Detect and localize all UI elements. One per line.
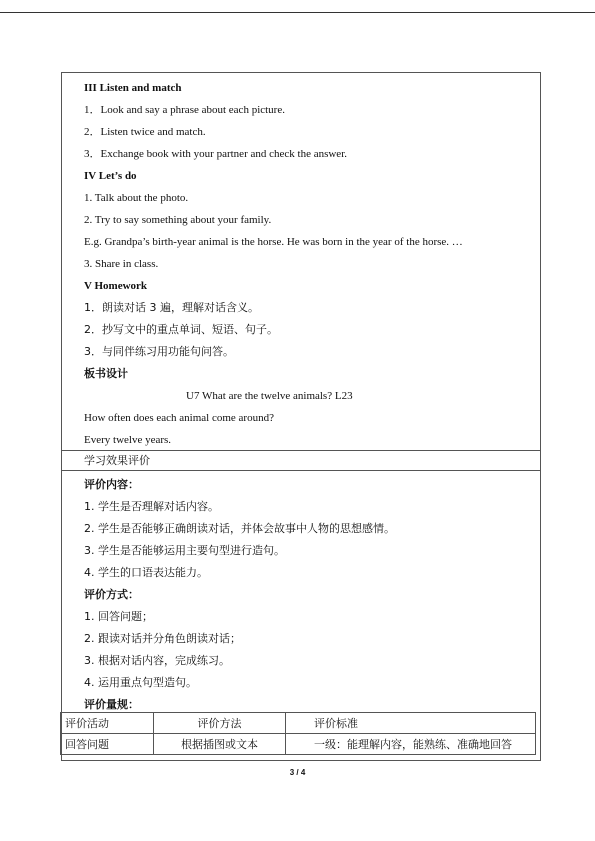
section3-item-1: 1．Look and say a phrase about each picture.	[84, 104, 285, 116]
header-rule	[0, 12, 595, 13]
table-cell: 根据插图或文本	[154, 734, 286, 755]
evaluation-method-heading: 评价方式：	[84, 588, 139, 601]
evaluation-content-item-2: 2. 学生是否能够正确朗读对话，并体会故事中人物的思想感情。	[84, 522, 395, 535]
rubric-table	[60, 712, 536, 755]
table-header-cell: 评价活动	[61, 713, 154, 734]
evaluation-content-item-3: 3. 学生是否能够运用主要句型进行造句。	[84, 544, 285, 557]
section-divider-top	[61, 450, 541, 451]
section4-item-1: 1. Talk about the photo.	[84, 192, 189, 204]
table-cell: 回答问题	[61, 734, 154, 755]
board-line-2: Every twelve years.	[84, 434, 172, 446]
section3-heading: III Listen and match	[84, 82, 182, 94]
evaluation-method-item-4: 4. 运用重点句型造句。	[84, 676, 197, 689]
table-header-cell: 评价方法	[154, 713, 286, 734]
board-line-1: How often does each animal come around?	[84, 412, 274, 424]
section3-item-3: 3．Exchange book with your partner and check the answer.	[84, 148, 347, 160]
section-divider-bottom	[61, 470, 541, 471]
evaluation-method-item-2: 2. 跟读对话并分角色朗读对话；	[84, 632, 241, 645]
table-header-cell: 评价标准	[286, 713, 536, 734]
section5-heading: V Homework	[84, 280, 148, 292]
board-heading: 板书设计	[84, 367, 128, 380]
homework-item-3: 3．与同伴练习用功能句问答。	[84, 345, 234, 358]
table-cell: 一级：能理解内容，能熟练、准确地回答	[286, 734, 536, 755]
section3-item-2: 2．Listen twice and match.	[84, 126, 206, 138]
page-number: 3 / 4	[289, 768, 306, 777]
evaluation-rubric-heading: 评价量规：	[84, 698, 139, 711]
table-header-row	[61, 713, 536, 734]
evaluation-section-title: 学习效果评价	[84, 454, 150, 467]
evaluation-content-heading: 评价内容：	[84, 478, 139, 491]
table-row	[61, 734, 536, 755]
homework-item-2: 2．抄写文中的重点单词、短语、句子。	[84, 323, 278, 336]
section4-example: E.g. Grandpa’s birth-year animal is the horse. He was born in the year of the horse. …	[84, 236, 463, 248]
homework-item-1: 1．朗读对话 3 遍，理解对话含义。	[84, 301, 259, 314]
section4-heading: IV Let’s do	[84, 170, 137, 182]
evaluation-method-item-3: 3. 根据对话内容，完成练习。	[84, 654, 230, 667]
evaluation-content-item-4: 4. 学生的口语表达能力。	[84, 566, 208, 579]
evaluation-method-item-1: 1. 回答问题；	[84, 610, 153, 623]
board-title: U7 What are the twelve animals? L23	[186, 390, 353, 402]
evaluation-content-item-1: 1. 学生是否理解对话内容。	[84, 500, 219, 513]
section4-item-2: 2. Try to say something about your family.	[84, 214, 272, 226]
section4-item-3: 3. Share in class.	[84, 258, 159, 270]
